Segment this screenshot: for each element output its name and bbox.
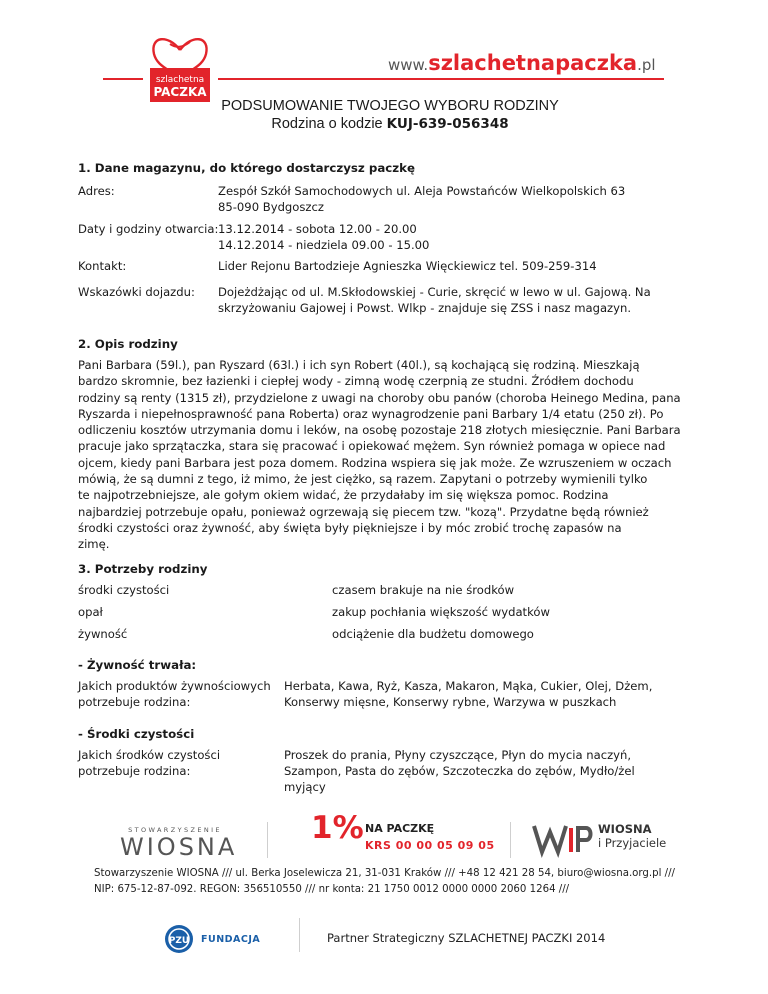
description-line: pracuje jako sprzątaczka, stara się pracować i opiekować mężem. Syn również pomaga w opiece nad <box>78 439 666 454</box>
address-label: Adres: <box>78 184 115 198</box>
section1-title: 1. Dane magazynu, do którego dostarczysz paczkę <box>78 161 416 175</box>
family-description <box>78 357 681 553</box>
partner-prefix: Partner Strategiczny <box>327 931 445 945</box>
contact-value: Lider Rejonu Bartodzieje Agnieszka Więckiewicz tel. 509-259-314 <box>218 259 597 273</box>
need-item: żywność <box>78 627 128 641</box>
partner-name: SZLACHETNEJ PACZKI 2014 <box>448 931 606 945</box>
need-reason: zakup pochłania większość wydatków <box>332 605 550 619</box>
site-url-suffix: .pl <box>637 56 656 74</box>
food-answer-line1: Herbata, Kawa, Ryż, Kasza, Makaron, Mąka, Cukier, Olej, Dżem, <box>284 679 653 693</box>
need-item: środki czystości <box>78 583 170 597</box>
directions-row <box>78 284 698 318</box>
site-url[interactable] <box>388 50 656 78</box>
directions-line1: Dojeżdżając od ul. M.Skłodowskiej - Curie, skręcić w lewo w ul. Gajową. Na <box>218 285 651 299</box>
wip-logo-icon <box>532 820 596 860</box>
description-line: te najpotrzebniejsze, ale gołym okiem widać, że przydałaby im się większa pomoc. Rodzina <box>78 488 609 503</box>
address-line2: 85-090 Bydgoszcz <box>218 200 324 214</box>
logo-word-szlachetna: szlachetna <box>155 75 205 85</box>
cleaning-answer <box>284 747 694 795</box>
logo-word-paczka: PACZKA <box>153 85 207 99</box>
wip-name <box>598 822 666 850</box>
krs-number: KRS 00 00 05 09 05 <box>365 839 495 852</box>
cleaning-subtitle: - Środki czystości <box>78 727 195 741</box>
hours-line2: 14.12.2014 - niedziela 09.00 - 15.00 <box>218 238 430 252</box>
cleaning-answer-line3: myjący <box>284 780 326 794</box>
food-answer-line2: Konserwy mięsne, Konserwy rybne, Warzywa w puszkach <box>284 695 617 709</box>
contact-row <box>78 258 698 276</box>
family-code-value: KUJ-639-056348 <box>386 116 509 132</box>
cleaning-answer-line1: Proszek do prania, Płyny czyszczące, Płyn do mycia naczyń, <box>284 748 632 762</box>
need-reason: czasem brakuje na nie środków <box>332 583 515 597</box>
hours-row <box>78 221 698 255</box>
address-row <box>78 183 698 217</box>
hours-value <box>218 221 698 253</box>
na-paczke-label: NA PACZKĘ <box>365 822 435 835</box>
page-header <box>0 0 768 140</box>
one-percent: 1% <box>311 810 364 846</box>
pzu-fundacja-label: FUNDACJA <box>201 934 261 945</box>
footer-divider <box>510 822 511 858</box>
directions-line2: skrzyżowaniu Gajowej i Powst. Wlkp - znajduje się ZSS i nasz magazyn. <box>218 301 632 315</box>
directions-value <box>218 284 698 316</box>
wip-name-line2: i Przyjaciele <box>598 836 667 850</box>
wiosna-logo <box>120 822 238 861</box>
footer-address-line: Stowarzyszenie WIOSNA /// ul. Berka Joselewicza 21, 31-031 Kraków /// +48 12 421 28 54, biuro@wiosna.org.pl /// <box>94 868 675 879</box>
description-line: Pani Barbara (59l.), pan Ryszard (63l.) i ich syn Robert (40l.), są kochającą się rodziną. Mieszkają <box>78 358 640 372</box>
section2-title: 2. Opis rodziny <box>78 337 178 351</box>
footer-divider <box>299 918 300 952</box>
description-line: bardzo skromnie, bez łazienki i ciepłej wody - zimną wodę czerpnią ze studni. Źródłem dochodu <box>78 374 634 389</box>
hours-line1: 13.12.2014 - sobota 12.00 - 20.00 <box>218 222 417 236</box>
szlachetna-paczka-logo <box>146 30 214 106</box>
food-answer <box>284 678 694 710</box>
directions-label: Wskazówki dojazdu: <box>78 285 195 299</box>
wip-name-line1: WIOSNA <box>598 822 652 836</box>
description-line: najbardziej potrzebuje opału, ponieważ ogrzewają się piecem tzw. "kozą". Przydatne będą również <box>78 504 649 519</box>
description-line: ojcem, kiedy pani Barbara jest poza domem. Rodzina wspiera się jak może. Ze wzruszeniem w oczach <box>78 455 672 470</box>
food-question-line2: potrzebuje rodzina: <box>78 695 191 709</box>
header-rule-right <box>218 78 664 80</box>
description-line: środki czystości oraz żywność, aby święta były piękniejsze i by móc zrobić trochę zapasów na <box>78 520 622 535</box>
section3-title: 3. Potrzeby rodziny <box>78 562 208 576</box>
footer-divider <box>267 822 268 858</box>
need-item: opał <box>78 605 103 619</box>
food-question-line1: Jakich produktów żywnościowych <box>78 679 271 693</box>
address-value <box>218 183 698 215</box>
wiosna-logo-word: WIOSNA <box>120 833 238 861</box>
description-line: zimę. <box>78 537 110 552</box>
cleaning-question <box>78 747 278 779</box>
strategic-partner <box>327 930 605 946</box>
description-line: mówią, że są dumni z tego, iż mimo, że jest ciężko, są razem. Zapytani o potrzeby wymienili tylko <box>78 472 648 487</box>
hours-label: Daty i godziny otwarcia: <box>78 222 219 236</box>
description-line: Ryszarda i niepełnosprawność pana Roberta) oraz wynagrodzenie pani Barbary 1/4 etatu (250 zł). Po <box>78 406 664 421</box>
food-question <box>78 678 278 710</box>
footer-nip-line: NIP: 675-12-87-092. REGON: 356510550 /// nr konta: 21 1750 0012 0000 0000 2060 1264 /// <box>94 884 570 895</box>
wiosna-logo-top: STOWARZYSZENIE <box>128 826 222 834</box>
address-line1: Zespół Szkół Samochodowych ul. Aleja Powstańców Wielkopolskich 63 <box>218 184 626 198</box>
header-rule-left <box>103 78 143 80</box>
site-url-prefix: www. <box>388 56 429 74</box>
cleaning-question-line1: Jakich środków czystości <box>78 748 221 762</box>
family-code-line <box>180 115 600 133</box>
svg-text:PZU: PZU <box>168 936 190 946</box>
food-subtitle: - Żywność trwała: <box>78 658 197 672</box>
cleaning-answer-line2: Szampon, Pasta do zębów, Szczoteczka do zębów, Mydło/żel <box>284 764 635 778</box>
site-url-main: szlachetnapaczka <box>428 51 638 75</box>
cleaning-question-line2: potrzebuje rodzina: <box>78 764 191 778</box>
contact-label: Kontakt: <box>78 259 127 273</box>
need-reason: odciążenie dla budżetu domowego <box>332 627 534 641</box>
pzu-logo-icon <box>163 923 195 955</box>
description-line: odliczeniu kosztów utrzymania domu i leków, na osobę pozostaje 218 złotych miesięcznie. Pani Barbara <box>78 423 681 438</box>
family-code-label: Rodzina o kodzie <box>271 116 383 132</box>
document-title: PODSUMOWANIE TWOJEGO WYBORU RODZINY <box>221 98 559 114</box>
description-line: rodziny są renty (1315 zł), przydzielone z uwagi na choroby obu panów (choroba Heinego Medina, pana <box>78 390 681 405</box>
